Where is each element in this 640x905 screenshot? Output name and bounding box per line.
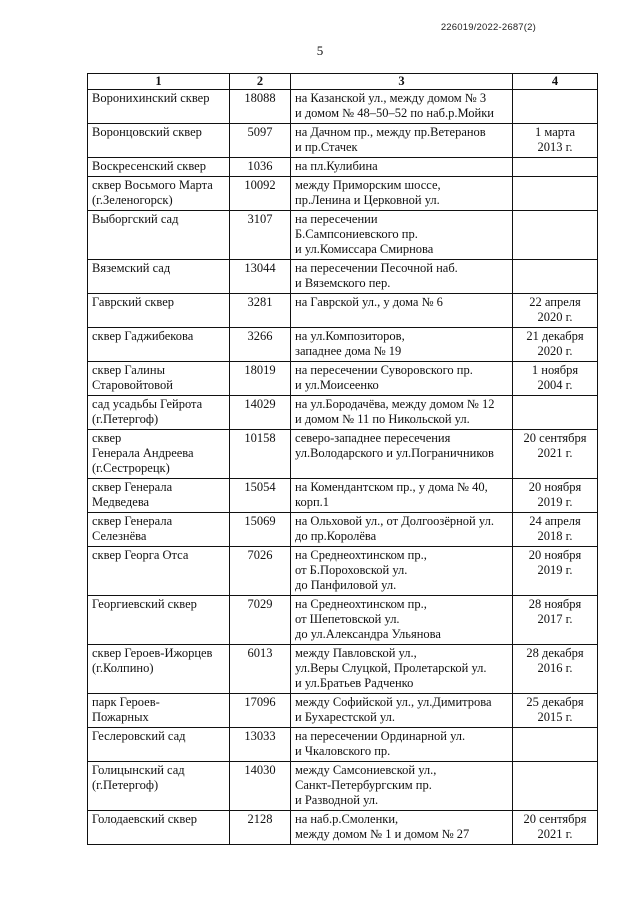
square-name-cell	[88, 811, 230, 845]
cell-text-line: 21 декабря	[526, 329, 584, 343]
cell-text-line: между домом № 1 и домом № 27	[295, 827, 470, 841]
decision-date-cell	[513, 479, 598, 513]
cell-text-line: и Чкаловского пр.	[295, 744, 391, 758]
location-cell	[291, 513, 513, 547]
registry-code-cell: 14030	[230, 762, 291, 811]
cell-text-line: 2019 г.	[537, 495, 573, 509]
cell-text-line: и Разводной ул.	[295, 793, 379, 807]
location-cell	[291, 811, 513, 845]
location-cell	[291, 430, 513, 479]
cell-text-line: Воскресенский сквер	[92, 159, 206, 173]
table-row	[88, 430, 598, 479]
cell-text-line: Пожарных	[92, 710, 149, 724]
cell-text-line: на пересечении Ординарной ул.	[295, 729, 466, 743]
cell-text-line: Голицынский сад	[92, 763, 185, 777]
square-name-cell	[88, 124, 230, 158]
cell-text-line: Воронцовский сквер	[92, 125, 202, 139]
table-row	[88, 479, 598, 513]
registry-code-cell: 10092	[230, 177, 291, 211]
cell-text-line: западнее дома № 19	[295, 344, 402, 358]
decision-date-cell	[513, 694, 598, 728]
table-header-row	[88, 74, 598, 90]
decision-date-cell	[513, 513, 598, 547]
cell-text-line: на наб.р.Смоленки,	[295, 812, 399, 826]
decision-date-cell	[513, 430, 598, 479]
cell-text-line: на Дачном пр., между пр.Ветеранов	[295, 125, 486, 139]
cell-text-line: 28 декабря	[526, 646, 584, 660]
cell-text-line: 20 сентября	[523, 431, 587, 445]
table-row	[88, 596, 598, 645]
location-cell	[291, 547, 513, 596]
cell-text-line: 2018 г.	[537, 529, 573, 543]
cell-text-line: (г.Петергоф)	[92, 778, 159, 792]
decision-date-cell	[513, 90, 598, 124]
registry-code-cell: 18019	[230, 362, 291, 396]
decision-date-cell	[513, 260, 598, 294]
registry-code-cell: 14029	[230, 396, 291, 430]
square-name-cell	[88, 328, 230, 362]
location-cell	[291, 124, 513, 158]
cell-text-line: Санкт-Петербургским пр.	[295, 778, 432, 792]
table-row	[88, 177, 598, 211]
cell-text-line: между Софийской ул., ул.Димитрова	[295, 695, 492, 709]
cell-text-line: Воронихинский сквер	[92, 91, 210, 105]
column-header-4: 4	[513, 74, 598, 90]
cell-text-line: и ул.Братьев Радченко	[295, 676, 414, 690]
registry-code-cell: 13033	[230, 728, 291, 762]
cell-text-line: сквер Галины	[92, 363, 165, 377]
table-body	[88, 90, 598, 845]
cell-text-line: и пр.Стачек	[295, 140, 358, 154]
table-row	[88, 211, 598, 260]
table-row	[88, 547, 598, 596]
cell-text-line: Медведева	[92, 495, 150, 509]
square-name-cell	[88, 694, 230, 728]
registry-code-cell: 3107	[230, 211, 291, 260]
cell-text-line: Гаврский сквер	[92, 295, 174, 309]
decision-date-cell	[513, 762, 598, 811]
cell-text-line: от Б.Пороховской ул.	[295, 563, 408, 577]
registry-code-cell: 5097	[230, 124, 291, 158]
registry-code-cell: 1036	[230, 158, 291, 177]
table-row	[88, 513, 598, 547]
registry-code-cell: 13044	[230, 260, 291, 294]
square-name-cell	[88, 547, 230, 596]
cell-text-line: Георгиевский сквер	[92, 597, 197, 611]
decision-date-cell	[513, 728, 598, 762]
square-name-cell	[88, 762, 230, 811]
cell-text-line: сквер	[92, 431, 122, 445]
square-name-cell	[88, 260, 230, 294]
cell-text-line: 2013 г.	[537, 140, 573, 154]
cell-text-line: Селезнёва	[92, 529, 147, 543]
decision-date-cell	[513, 811, 598, 845]
registry-code-cell: 10158	[230, 430, 291, 479]
cell-text-line: (г.Зеленогорск)	[92, 193, 173, 207]
cell-text-line: Б.Сампсониевского пр.	[295, 227, 418, 241]
table-row	[88, 90, 598, 124]
cell-text-line: между Приморским шоссе,	[295, 178, 441, 192]
cell-text-line: 28 ноября	[528, 597, 582, 611]
cell-text-line: северо-западнее пересечения	[295, 431, 451, 445]
decision-date-cell	[513, 547, 598, 596]
cell-text-line: 2021 г.	[537, 827, 573, 841]
cell-text-line: 1 марта	[535, 125, 575, 139]
cell-text-line: ул.Володарского и ул.Пограничников	[295, 446, 494, 460]
cell-text-line: 2015 г.	[537, 710, 573, 724]
cell-text-line: на Среднеохтинском пр.,	[295, 597, 427, 611]
registry-code-cell: 18088	[230, 90, 291, 124]
cell-text-line: на ул.Композиторов,	[295, 329, 405, 343]
cell-text-line: 2020 г.	[537, 344, 573, 358]
cell-text-line: 20 сентября	[523, 812, 587, 826]
table-row	[88, 328, 598, 362]
location-cell	[291, 328, 513, 362]
cell-text-line: Голодаевский сквер	[92, 812, 197, 826]
cell-text-line: сквер Генерала	[92, 514, 173, 528]
cell-text-line: Старовойтовой	[92, 378, 173, 392]
square-name-cell	[88, 430, 230, 479]
cell-text-line: (г.Петергоф)	[92, 412, 159, 426]
cell-text-line: корп.1	[295, 495, 330, 509]
cell-text-line: сквер Георга Отса	[92, 548, 189, 562]
table-row	[88, 260, 598, 294]
table-row	[88, 645, 598, 694]
decision-date-cell	[513, 328, 598, 362]
decision-date-cell	[513, 645, 598, 694]
location-cell	[291, 158, 513, 177]
location-cell	[291, 762, 513, 811]
cell-text-line: и Бухарестской ул.	[295, 710, 395, 724]
table-row	[88, 694, 598, 728]
cell-text-line: на пл.Кулибина	[295, 159, 378, 173]
cell-text-line: на Среднеохтинском пр.,	[295, 548, 427, 562]
location-cell	[291, 362, 513, 396]
cell-text-line: Геслеровский сад	[92, 729, 186, 743]
square-name-cell	[88, 645, 230, 694]
cell-text-line: и домом № 48–50–52 по наб.р.Мойки	[295, 106, 494, 120]
location-cell	[291, 479, 513, 513]
cell-text-line: 24 апреля	[529, 514, 581, 528]
cell-text-line: на Казанской ул., между домом № 3	[295, 91, 487, 105]
cell-text-line: (г.Сестрорецк)	[92, 461, 170, 475]
column-header-1: 1	[88, 74, 230, 90]
cell-text-line: и домом № 11 по Никольской ул.	[295, 412, 470, 426]
registry-code-cell: 7029	[230, 596, 291, 645]
cell-text-line: и ул.Комиссара Смирнова	[295, 242, 434, 256]
decision-date-cell	[513, 124, 598, 158]
cell-text-line: сквер Гаджибекова	[92, 329, 194, 343]
square-name-cell	[88, 396, 230, 430]
registry-code-cell: 7026	[230, 547, 291, 596]
location-cell	[291, 294, 513, 328]
decision-date-cell	[513, 177, 598, 211]
cell-text-line: на Ольховой ул., от Долгоозёрной ул.	[295, 514, 494, 528]
square-name-cell	[88, 362, 230, 396]
cell-text-line: и ул.Моисеенко	[295, 378, 379, 392]
registry-code-cell: 2128	[230, 811, 291, 845]
cell-text-line: на пересечении Песочной наб.	[295, 261, 458, 275]
document-id: 226019/2022-2687(2)	[440, 22, 536, 33]
registry-code-cell: 3266	[230, 328, 291, 362]
location-cell	[291, 645, 513, 694]
cell-text-line: 25 декабря	[526, 695, 584, 709]
location-cell	[291, 596, 513, 645]
location-cell	[291, 260, 513, 294]
cell-text-line: и Вяземского пер.	[295, 276, 391, 290]
location-cell	[291, 90, 513, 124]
cell-text-line: между Павловской ул.,	[295, 646, 417, 660]
cell-text-line: 2017 г.	[537, 612, 573, 626]
table-row	[88, 362, 598, 396]
cell-text-line: на пересечении Суворовского пр.	[295, 363, 473, 377]
square-name-cell	[88, 479, 230, 513]
square-name-cell	[88, 294, 230, 328]
location-cell	[291, 728, 513, 762]
cell-text-line: на ул.Бородачёва, между домом № 12	[295, 397, 495, 411]
cell-text-line: от Шепетовской ул.	[295, 612, 400, 626]
decision-date-cell	[513, 362, 598, 396]
cell-text-line: парк Героев-	[92, 695, 160, 709]
page-number: 5	[316, 43, 324, 58]
cell-text-line: до ул.Александра Ульянова	[295, 627, 441, 641]
location-cell	[291, 211, 513, 260]
cell-text-line: Вяземский сад	[92, 261, 171, 275]
cell-text-line: пр.Ленина и Церковной ул.	[295, 193, 440, 207]
squares-register-table	[87, 73, 598, 845]
cell-text-line: Генерала Андреева	[92, 446, 194, 460]
location-cell	[291, 177, 513, 211]
registry-code-cell: 6013	[230, 645, 291, 694]
registry-code-cell: 15069	[230, 513, 291, 547]
cell-text-line: 2021 г.	[537, 446, 573, 460]
cell-text-line: на Гаврской ул., у дома № 6	[295, 295, 443, 309]
square-name-cell	[88, 90, 230, 124]
cell-text-line: сквер Генерала	[92, 480, 173, 494]
cell-text-line: между Самсониевской ул.,	[295, 763, 437, 777]
table-row	[88, 396, 598, 430]
cell-text-line: 2004 г.	[537, 378, 573, 392]
square-name-cell	[88, 513, 230, 547]
cell-text-line: 20 ноября	[528, 480, 582, 494]
decision-date-cell	[513, 396, 598, 430]
registry-code-cell: 17096	[230, 694, 291, 728]
decision-date-cell	[513, 158, 598, 177]
cell-text-line: 22 апреля	[529, 295, 581, 309]
square-name-cell	[88, 211, 230, 260]
column-header-2: 2	[230, 74, 291, 90]
decision-date-cell	[513, 211, 598, 260]
square-name-cell	[88, 177, 230, 211]
table-row	[88, 762, 598, 811]
decision-date-cell	[513, 294, 598, 328]
table-row	[88, 124, 598, 158]
table-row	[88, 728, 598, 762]
column-header-3: 3	[291, 74, 513, 90]
cell-text-line: сад усадьбы Гейрота	[92, 397, 203, 411]
registry-code-cell: 15054	[230, 479, 291, 513]
cell-text-line: 2020 г.	[537, 310, 573, 324]
decision-date-cell	[513, 596, 598, 645]
table-row	[88, 294, 598, 328]
cell-text-line: до пр.Королёва	[295, 529, 377, 543]
registry-code-cell: 3281	[230, 294, 291, 328]
table-row	[88, 158, 598, 177]
cell-text-line: на пересечении	[295, 212, 378, 226]
cell-text-line: сквер Восьмого Марта	[92, 178, 213, 192]
cell-text-line: сквер Героев-Ижорцев	[92, 646, 213, 660]
cell-text-line: на Комендантском пр., у дома № 40,	[295, 480, 488, 494]
cell-text-line: Выборгский сад	[92, 212, 179, 226]
cell-text-line: ул.Веры Слуцкой, Пролетарской ул.	[295, 661, 487, 675]
cell-text-line: (г.Колпино)	[92, 661, 154, 675]
cell-text-line: 1 ноября	[531, 363, 579, 377]
location-cell	[291, 396, 513, 430]
square-name-cell	[88, 158, 230, 177]
cell-text-line: 2016 г.	[537, 661, 573, 675]
table-row	[88, 811, 598, 845]
location-cell	[291, 694, 513, 728]
cell-text-line: 20 ноября	[528, 548, 582, 562]
cell-text-line: до Панфиловой ул.	[295, 578, 397, 592]
square-name-cell	[88, 596, 230, 645]
cell-text-line: 2019 г.	[537, 563, 573, 577]
square-name-cell	[88, 728, 230, 762]
